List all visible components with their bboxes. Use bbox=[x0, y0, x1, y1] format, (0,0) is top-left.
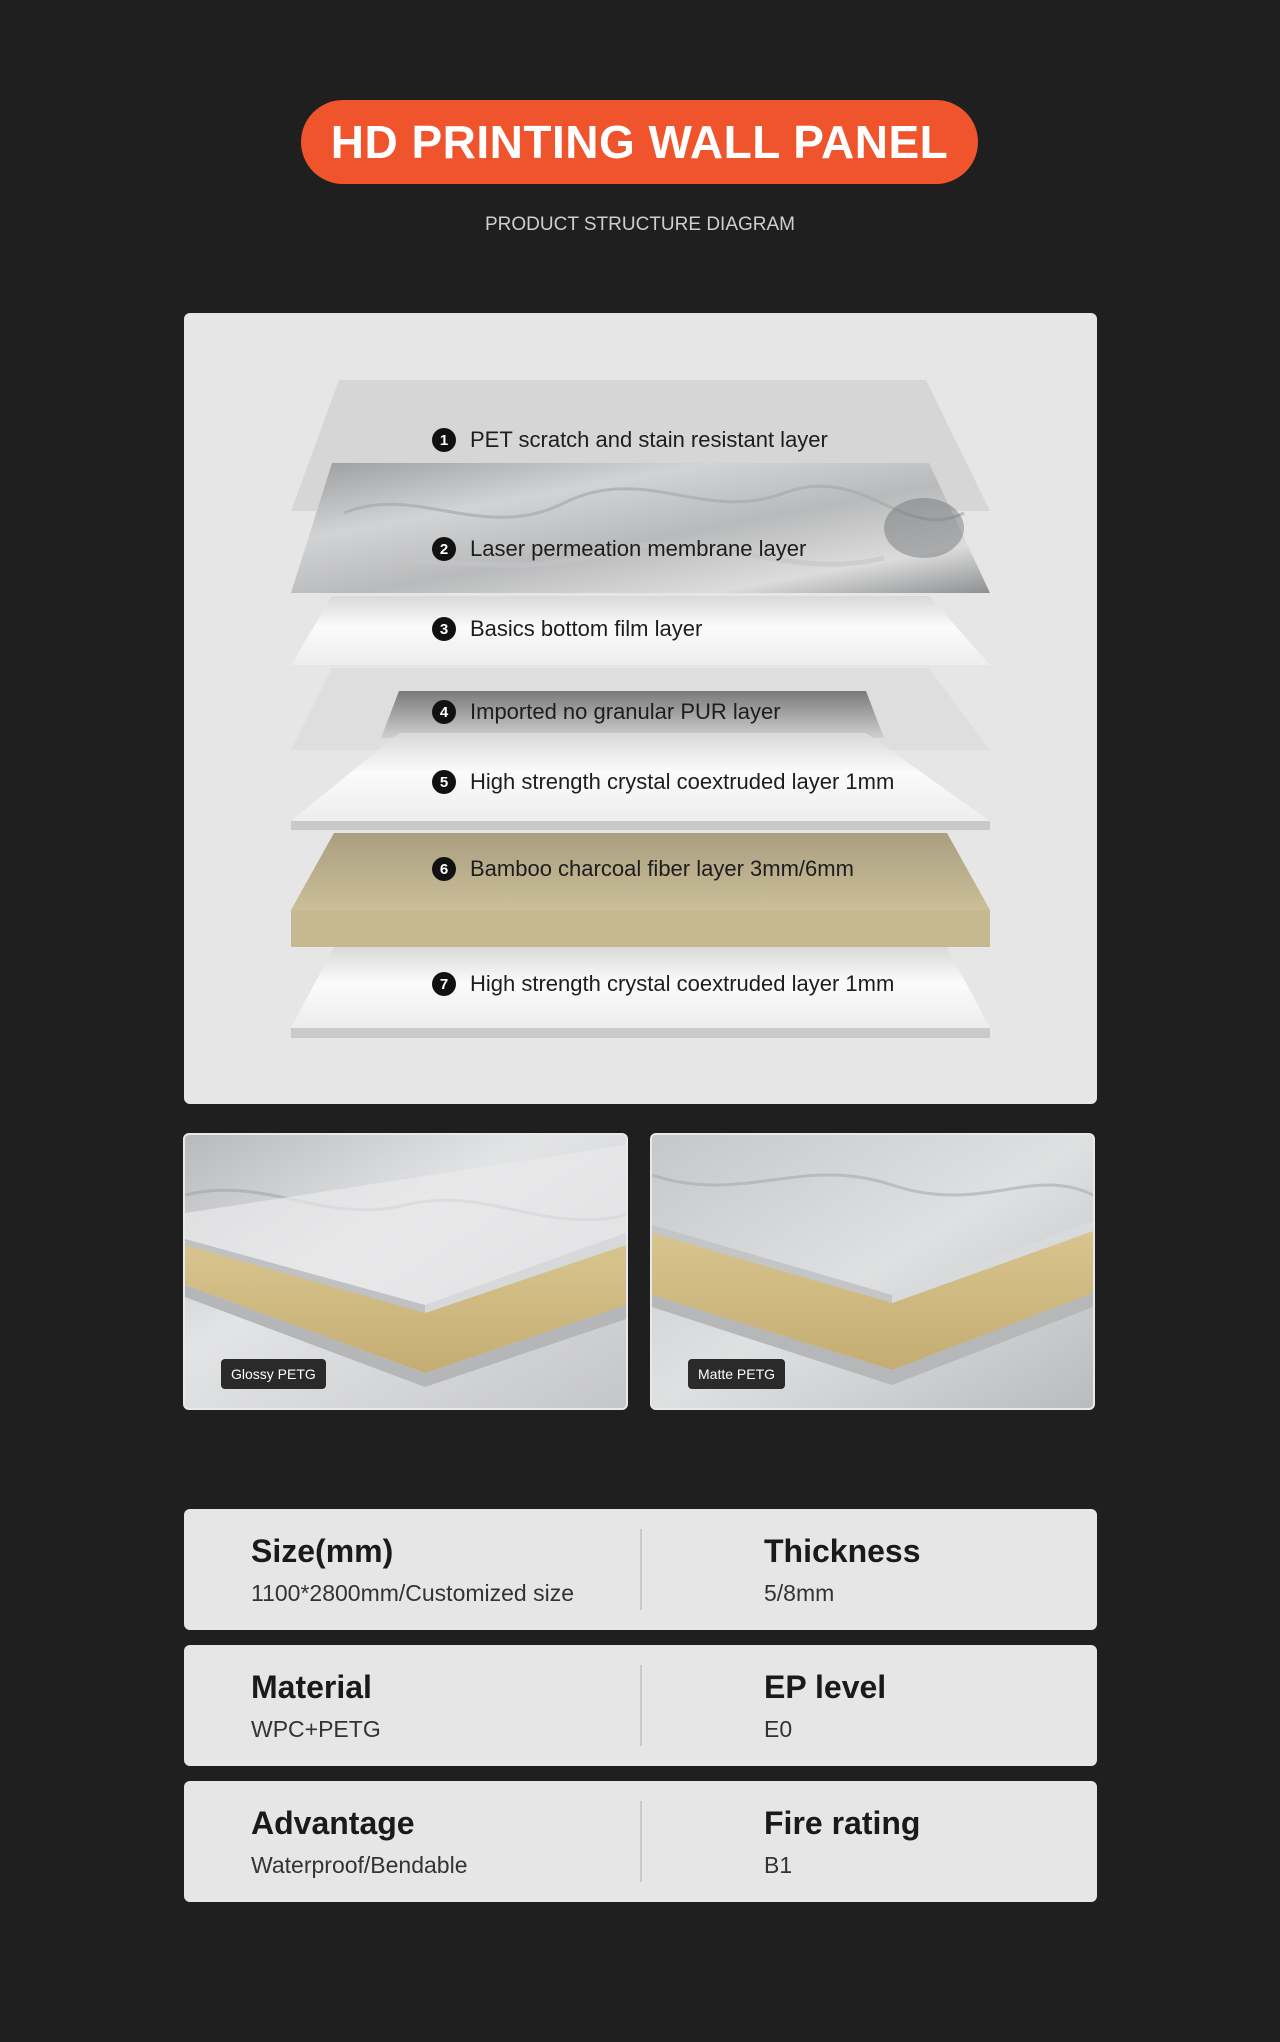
spec-value: 1100*2800mm/Customized size bbox=[251, 1580, 575, 1606]
divider bbox=[640, 1801, 642, 1882]
spec-advantage bbox=[251, 1803, 468, 1879]
layer-2-label bbox=[432, 534, 806, 564]
spec-value: WPC+PETG bbox=[251, 1716, 381, 1742]
spec-label: Thickness bbox=[764, 1533, 921, 1569]
layer-name: High strength crystal coextruded layer 1mm bbox=[470, 971, 895, 996]
layer-6-label bbox=[432, 854, 854, 884]
spec-label: Advantage bbox=[251, 1805, 415, 1841]
layer-number-badge: 4 bbox=[432, 700, 456, 724]
spec-material bbox=[251, 1667, 381, 1743]
spec-row-material-ep bbox=[184, 1645, 1097, 1766]
layer-name: PET scratch and stain resistant layer bbox=[470, 427, 828, 452]
layer-number-badge: 2 bbox=[432, 537, 456, 561]
spec-value: E0 bbox=[764, 1716, 793, 1742]
layer-name: Basics bottom film layer bbox=[470, 616, 703, 641]
layer-name: Bamboo charcoal fiber layer 3mm/6mm bbox=[470, 856, 854, 881]
layer-3-label bbox=[432, 614, 702, 644]
spec-row-advantage-fire bbox=[184, 1781, 1097, 1902]
layer-name: Laser permeation membrane layer bbox=[470, 536, 807, 561]
spec-size bbox=[251, 1531, 574, 1607]
layer-1-label bbox=[432, 425, 828, 455]
spec-thickness bbox=[764, 1531, 921, 1607]
spec-label: Size(mm) bbox=[251, 1533, 394, 1569]
structure-diagram bbox=[184, 313, 1097, 1104]
glossy-sample-photo bbox=[183, 1133, 628, 1410]
spec-fire-rating bbox=[764, 1803, 920, 1879]
page-title: HD PRINTING WALL PANEL bbox=[301, 100, 978, 184]
spec-value: Waterproof/Bendable bbox=[251, 1852, 468, 1878]
spec-value: 5/8mm bbox=[764, 1580, 835, 1606]
sample-tag: Glossy PETG bbox=[221, 1359, 326, 1389]
divider bbox=[640, 1665, 642, 1746]
layer-4-label bbox=[432, 697, 781, 727]
layer-number-badge: 6 bbox=[432, 857, 456, 881]
matte-sample-photo bbox=[650, 1133, 1095, 1410]
layer-number-badge: 5 bbox=[432, 770, 456, 794]
spec-row-size-thickness bbox=[184, 1509, 1097, 1630]
spec-ep-level bbox=[764, 1667, 886, 1743]
layer-number-badge: 7 bbox=[432, 972, 456, 996]
layer-7-label bbox=[432, 969, 894, 999]
spec-label: Material bbox=[251, 1669, 372, 1705]
layer-number-badge: 3 bbox=[432, 617, 456, 641]
layer-number-badge: 1 bbox=[432, 428, 456, 452]
layer-name: High strength crystal coextruded layer 1mm bbox=[470, 769, 895, 794]
divider bbox=[640, 1529, 642, 1610]
layer-name: Imported no granular PUR layer bbox=[470, 699, 781, 724]
spec-label: Fire rating bbox=[764, 1805, 921, 1841]
spec-value: B1 bbox=[764, 1852, 793, 1878]
spec-label: EP level bbox=[764, 1669, 887, 1705]
page-subtitle: PRODUCT STRUCTURE DIAGRAM bbox=[485, 214, 795, 235]
layer-5-label bbox=[432, 767, 894, 797]
sample-tag: Matte PETG bbox=[688, 1359, 785, 1389]
